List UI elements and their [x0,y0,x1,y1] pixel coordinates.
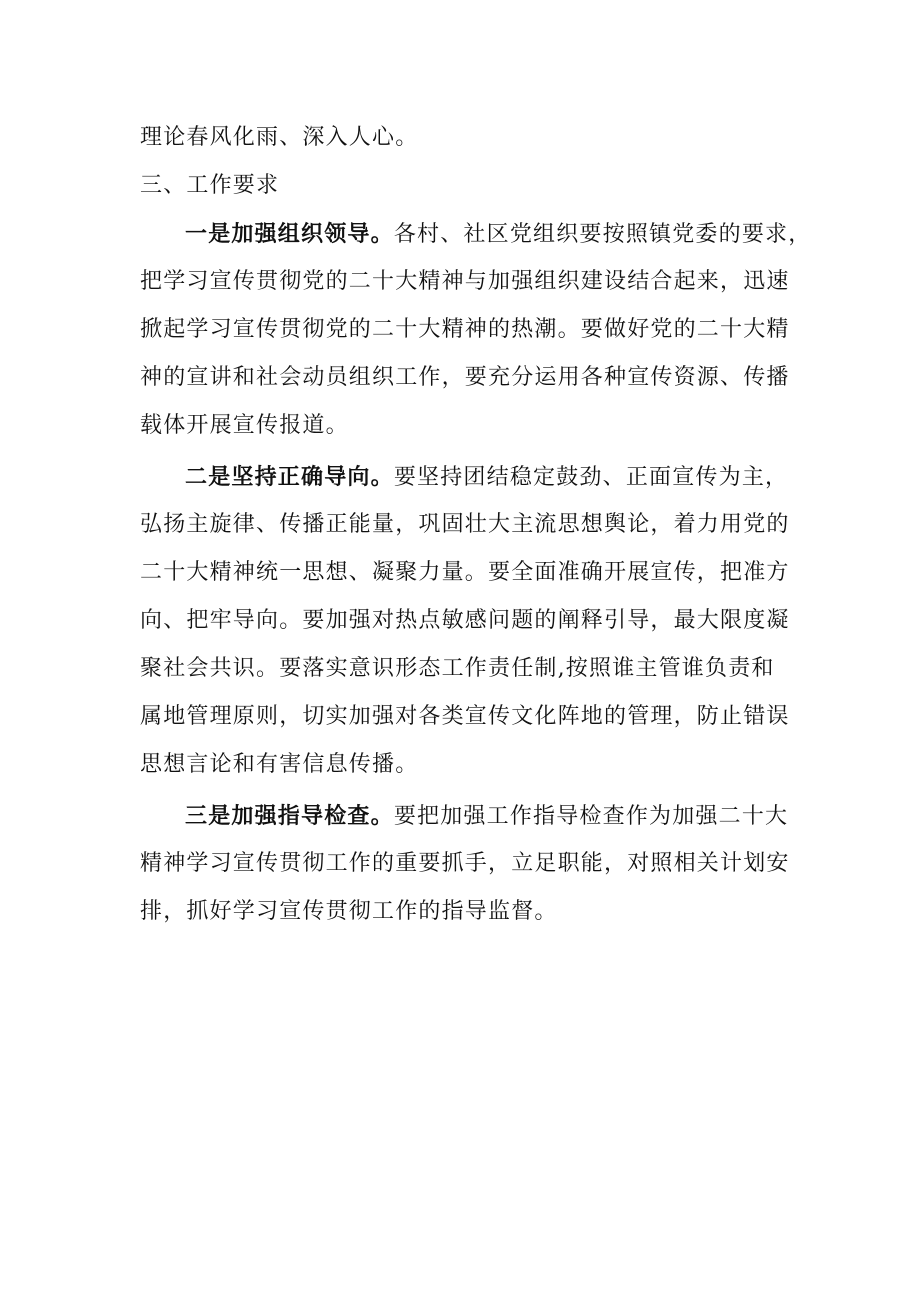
intro-tail-line: 理论春风化雨、深入人心。 [140,125,419,150]
paragraph-line: 思想言论和有害信息传播。 [140,752,419,777]
paragraph-lead: 三是加强指导检查。 [185,803,394,829]
paragraph-line: 属地管理原则，切实加强对各类宣传文化阵地的管理，防止错误 [140,704,790,729]
paragraph-text: 各村、社区党组织要按照镇党委的要求， [393,222,812,247]
paragraph-guidance-inspection [140,792,790,936]
paragraph-line: 聚社会共识。要落实意识形态工作责任制,按照谁主管谁负责和 [140,656,775,681]
paragraph-first-line [140,792,789,840]
paragraph-text: 要把加强工作指导检查作为加强二十大 [393,804,789,829]
paragraph-lead: 一是加强组织领导。 [185,221,394,247]
paragraph-first-line [140,210,812,258]
paragraph-line: 神的宣讲和社会动员组织工作，要充分运用各种宣传资源、传播 [140,365,790,390]
paragraph-line: 弘扬主旋律、传播正能量，巩固壮大主流思想舆论，着力用党的 [140,512,790,537]
paragraph-line: 精神学习宣传贯彻工作的重要抓手，立足职能，对照相关计划安 [140,851,790,876]
paragraph-line: 排，抓好学习宣传贯彻工作的指导监督。 [140,899,558,924]
document-body [140,114,812,936]
paragraph-first-line [140,453,789,501]
paragraph-line: 向、把牢导向。要加强对热点敏感问题的阐释引导，最大限度凝 [140,608,790,633]
paragraph-line: 掀起学习宣传贯彻党的二十大精神的热潮。要做好党的二十大精 [140,317,790,342]
paragraph-lead: 二是坚持正确导向。 [185,464,394,490]
paragraph-correct-orientation [140,453,790,789]
paragraph-line: 载体开展宣传报道。 [140,413,349,438]
paragraph-line: 二十大精神统一思想、凝聚力量。要全面准确开展宣传，把准方 [140,560,790,585]
paragraph-organization-leadership [140,210,812,450]
paragraph-text: 要坚持团结稳定鼓劲、正面宣传为主， [393,465,789,490]
paragraph-line: 把学习宣传贯彻党的二十大精神与加强组织建设结合起来，迅速 [140,269,790,294]
section-heading: 三、工作要求 [140,173,280,198]
